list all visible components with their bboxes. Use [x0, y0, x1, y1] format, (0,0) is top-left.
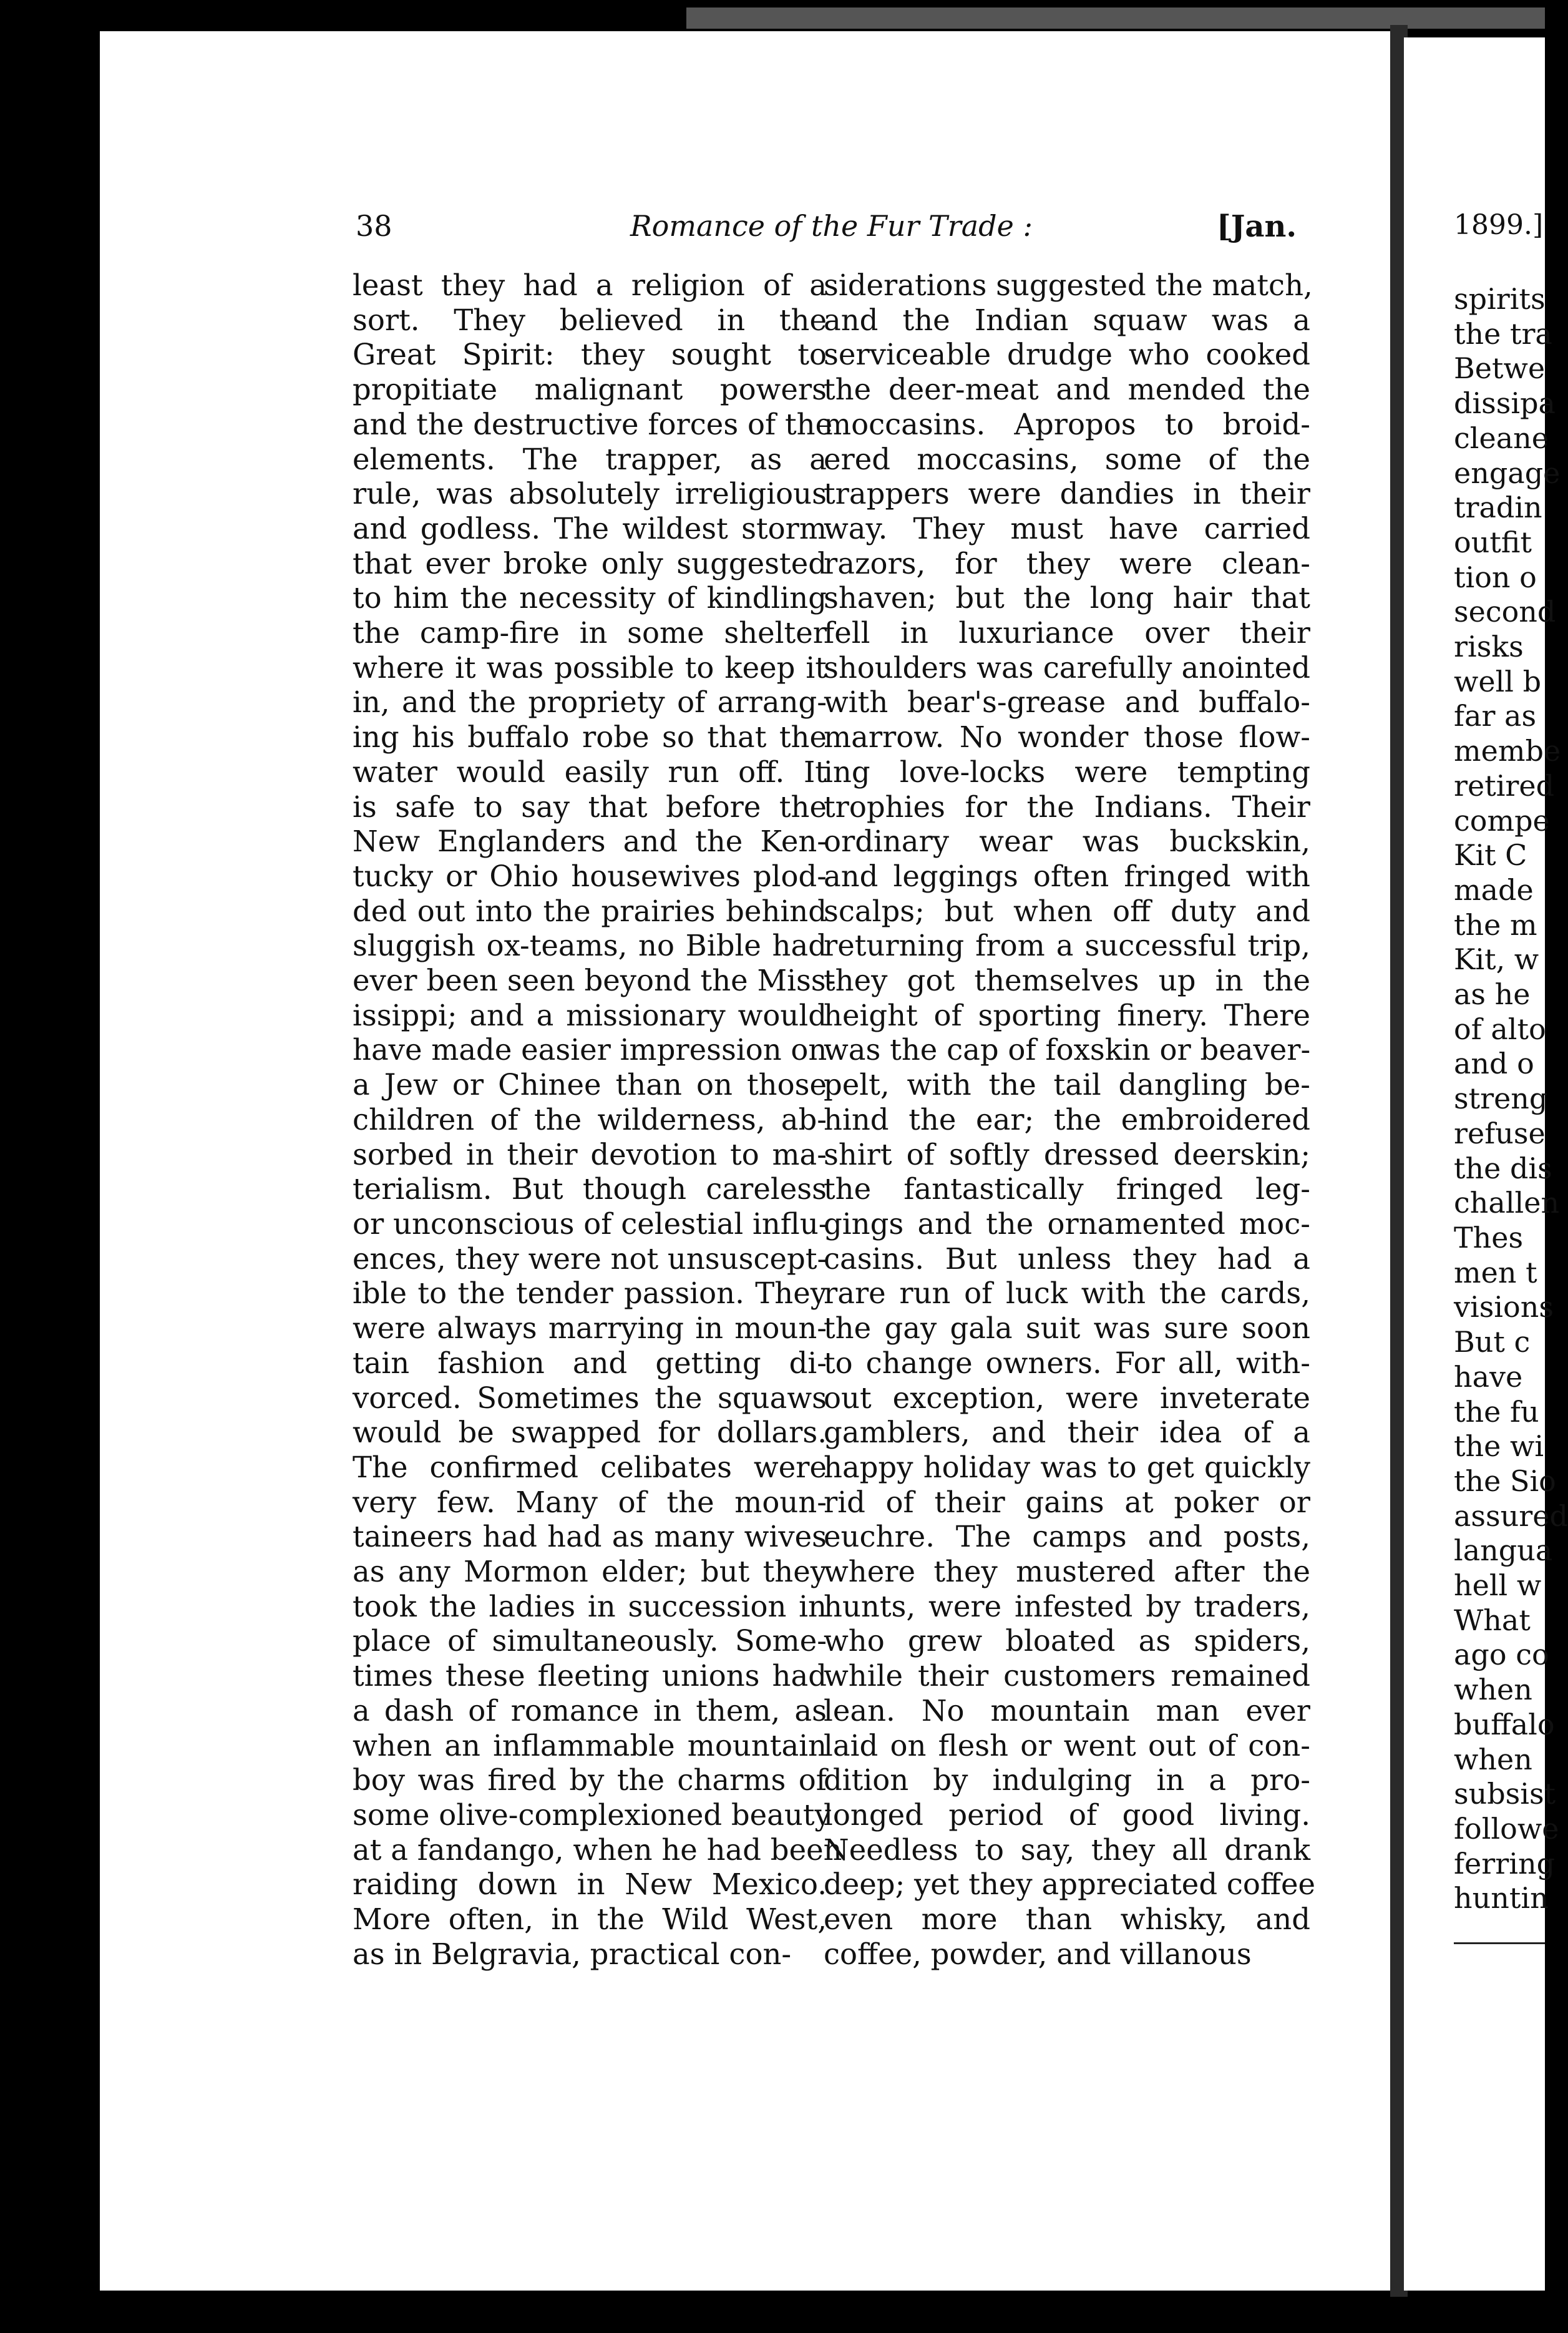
text-line: the Sio — [1454, 1464, 1556, 1498]
date-mark: [Jan. — [1217, 209, 1297, 244]
text-line: when — [1454, 1673, 1532, 1707]
text-line: when an inflammable mountain — [353, 1728, 827, 1763]
text-line: returning from a successful trip, — [824, 929, 1310, 963]
text-line: place of simultaneously. Some- — [353, 1624, 827, 1658]
text-line: ordinary wear was buckskin, — [824, 824, 1310, 859]
text-line: took the ladies in succession in — [353, 1589, 827, 1623]
text-line: trophies for the Indians. Their — [824, 790, 1310, 824]
text-line: vorced. Sometimes the squaws — [353, 1381, 827, 1415]
text-line: some olive-complexioned beauty — [353, 1797, 831, 1832]
text-line: engage — [1454, 456, 1561, 490]
text-line: the fu — [1454, 1394, 1539, 1429]
text-line: who grew bloated as spiders, — [824, 1624, 1310, 1658]
text-line: langua — [1454, 1533, 1553, 1568]
text-line: pelt, with the tail dangling be- — [824, 1068, 1310, 1102]
text-line: have — [1454, 1359, 1523, 1394]
text-line: Kit C — [1454, 838, 1527, 873]
text-line: where they mustered after the — [824, 1555, 1310, 1589]
text-line: children of the wilderness, ab- — [353, 1102, 827, 1137]
text-line: or unconscious of celestial influ- — [353, 1206, 829, 1241]
text-line: buffalo — [1454, 1707, 1555, 1741]
text-line: well b — [1454, 664, 1542, 698]
text-line: when — [1454, 1742, 1532, 1776]
text-line: ing his buffalo robe so that the — [353, 720, 827, 755]
text-line: trappers were dandies in their — [824, 477, 1310, 511]
text-line: as any Mormon elder; but they — [353, 1555, 827, 1589]
text-line: the fantastically fringed leg- — [824, 1172, 1310, 1206]
text-line: the m — [1454, 907, 1537, 942]
text-line: as in Belgravia, practical con- — [353, 1937, 792, 1971]
text-line: sluggish ox-teams, no Bible had — [353, 929, 827, 963]
text-line: hell w — [1454, 1568, 1542, 1603]
text-line: visions — [1454, 1290, 1554, 1324]
text-line: refuse — [1454, 1116, 1546, 1150]
text-line: lean. No mountain man ever — [824, 1693, 1310, 1728]
text-line: they got themselves up in the — [824, 964, 1310, 998]
text-line: fell in luxuriance over their — [824, 616, 1310, 650]
text-line: terialism. But though careless — [353, 1172, 827, 1206]
text-line: longed period of good living. — [824, 1797, 1310, 1832]
text-line: where it was possible to keep it — [353, 650, 827, 685]
text-line: propitiate malignant powers — [353, 373, 827, 407]
text-line: a Jew or Chinee than on those — [353, 1068, 827, 1102]
text-line: cleane — [1454, 421, 1549, 455]
text-line: tucky or Ohio housewives plod- — [353, 859, 827, 893]
text-line: to him the necessity of kindling — [353, 581, 827, 615]
text-line: Kit, w — [1454, 942, 1539, 977]
text-line: even more than whisky, and — [824, 1902, 1310, 1937]
text-line: the dis — [1454, 1151, 1552, 1185]
text-line: very few. Many of the moun- — [353, 1485, 827, 1519]
text-line: hunts, were infested by traders, — [824, 1589, 1310, 1623]
text-line: Great Spirit: they sought to — [353, 338, 827, 372]
text-line: shaven; but the long hair that — [824, 581, 1310, 615]
text-line: ded out into the prairies behind — [353, 894, 827, 928]
text-line: compe — [1454, 803, 1550, 838]
text-line: tion o — [1454, 560, 1537, 594]
text-line: retired — [1454, 768, 1555, 803]
text-line: marrow. No wonder those flow- — [824, 720, 1310, 755]
text-line: laid on flesh or went out of con- — [824, 1728, 1310, 1763]
text-line: outfit — [1454, 525, 1532, 559]
text-line: height of sporting finery. There — [824, 998, 1310, 1032]
text-line: way. They must have carried — [824, 511, 1310, 545]
text-line: taineers had had as many wives — [353, 1520, 827, 1554]
text-line: tain fashion and getting di- — [353, 1346, 827, 1380]
text-line: More often, in the Wild West, — [353, 1902, 827, 1937]
text-line: dissipa — [1454, 386, 1556, 421]
text-line: and the destructive forces of the — [353, 407, 833, 441]
text-line: casins. But unless they had a — [824, 1241, 1310, 1276]
text-line: least they had a religion of a — [353, 268, 827, 302]
text-line: razors, for they were clean- — [824, 546, 1310, 580]
text-line: ever been seen beyond the Miss- — [353, 964, 836, 998]
text-line: happy holiday was to get quickly — [824, 1450, 1310, 1484]
text-line: the tra — [1454, 316, 1552, 351]
text-line: deep; yet they appreciated coffee — [824, 1867, 1315, 1902]
text-line: ing love-locks were tempting — [824, 755, 1310, 789]
text-line: ences, they were not unsuscept- — [353, 1241, 827, 1276]
text-line: subsist — [1454, 1777, 1556, 1811]
text-line: sorbed in their devotion to ma- — [353, 1137, 827, 1171]
text-line: ferring — [1454, 1846, 1556, 1881]
text-line: Needless to say, they all drank — [824, 1832, 1310, 1867]
text-line: in, and the propriety of arrang- — [353, 685, 827, 720]
text-line: the camp-fire in some shelter — [353, 616, 827, 650]
left-text-column — [353, 268, 842, 2016]
text-line: were always marrying in moun- — [353, 1311, 827, 1346]
text-line: assured — [1454, 1499, 1568, 1533]
text-line: with bear's-grease and buffalo- — [824, 685, 1310, 720]
text-line: Betwe — [1454, 351, 1546, 386]
text-line: rid of their gains at poker or — [824, 1485, 1310, 1519]
scan-top-edge — [686, 7, 1545, 29]
text-line: and o — [1454, 1047, 1534, 1081]
text-line: New Englanders and the Ken- — [353, 824, 827, 859]
text-line: have made easier impression on — [353, 1033, 827, 1067]
text-line: the wi — [1454, 1429, 1544, 1464]
text-line: ago co — [1454, 1638, 1549, 1672]
text-line: The confirmed celibates were — [353, 1450, 827, 1484]
text-line: far as — [1454, 699, 1537, 733]
text-line: membe — [1454, 734, 1561, 768]
text-line: sort. They believed in the — [353, 303, 827, 337]
text-line: the deer-meat and mended the — [824, 373, 1310, 407]
text-line: the gay gala suit was sure soon — [824, 1311, 1310, 1346]
text-line: elements. The trapper, as a — [353, 442, 827, 476]
text-line: siderations suggested the match, — [824, 268, 1313, 302]
text-line: issippi; and a missionary would — [353, 998, 827, 1032]
text-line: is safe to say that before the — [353, 790, 827, 824]
text-line: moccasins. Apropos to broid- — [824, 407, 1310, 441]
text-line: second — [1454, 595, 1556, 629]
right-page-text-column — [1454, 282, 1568, 1967]
text-line: a dash of romance in them, as — [353, 1693, 827, 1728]
text-line: was the cap of foxskin or beaver- — [824, 1033, 1311, 1067]
text-line: scalps; but when off duty and — [824, 894, 1310, 928]
text-line: and the Indian squaw was a — [824, 303, 1310, 337]
footnote-rule — [1454, 1942, 1545, 1944]
text-line: men t — [1454, 1255, 1537, 1289]
text-line: huntin — [1454, 1881, 1549, 1915]
text-line: What — [1454, 1603, 1531, 1637]
text-line: made — [1454, 873, 1534, 907]
text-line: shoulders was carefully anointed — [824, 650, 1310, 685]
text-line: challen — [1454, 1186, 1560, 1220]
text-line: would be swapped for dollars. — [353, 1416, 827, 1450]
text-line: times these fleeting unions had — [353, 1659, 827, 1693]
text-line: streng — [1454, 1082, 1548, 1116]
text-line: at a fandango, when he had been — [353, 1832, 842, 1867]
text-line: gings and the ornamented moc- — [824, 1206, 1310, 1241]
text-line: shirt of softly dressed deerskin; — [824, 1137, 1310, 1171]
text-line: gamblers, and their idea of a — [824, 1416, 1310, 1450]
text-line: risks — [1454, 630, 1524, 664]
text-line: of alto — [1454, 1012, 1546, 1046]
text-line: as he — [1454, 977, 1531, 1012]
text-line: boy was fired by the charms of — [353, 1763, 827, 1797]
text-line: to change owners. For all, with- — [824, 1346, 1310, 1380]
text-line: dition by indulging in a pro- — [824, 1763, 1310, 1797]
text-line: followe — [1454, 1811, 1559, 1846]
text-line: Thes — [1454, 1220, 1524, 1255]
text-line: tradin — [1454, 491, 1542, 525]
text-line: rare run of luck with the cards, — [824, 1276, 1310, 1311]
text-line: ible to the tender passion. They — [353, 1276, 827, 1311]
text-line: hind the ear; the embroidered — [824, 1102, 1310, 1137]
text-line: rule, was absolutely irreligious — [353, 477, 827, 511]
text-line: and leggings often fringed with — [824, 859, 1310, 893]
text-line: while their customers remained — [824, 1659, 1310, 1693]
text-line: euchre. The camps and posts, — [824, 1520, 1310, 1554]
right-text-column — [824, 268, 1315, 2016]
text-line: serviceable drudge who cooked — [824, 338, 1310, 372]
text-line: and godless. The wildest storm — [353, 511, 827, 545]
text-line: out exception, were inveterate — [824, 1381, 1310, 1415]
text-line: water would easily run off. It — [353, 755, 827, 789]
text-line: that ever broke only suggested — [353, 546, 827, 580]
text-line: ered moccasins, some of the — [824, 442, 1310, 476]
text-line: coffee, powder, and villanous — [824, 1937, 1252, 1971]
running-title: Romance of the Fur Trade : — [630, 209, 1033, 243]
text-line: raiding down in New Mexico. — [353, 1867, 827, 1902]
text-line: spirits — [1454, 282, 1546, 316]
page-number: 38 — [356, 209, 392, 243]
text-line: But c — [1454, 1325, 1531, 1359]
right-page-year: 1899.] — [1454, 209, 1544, 241]
